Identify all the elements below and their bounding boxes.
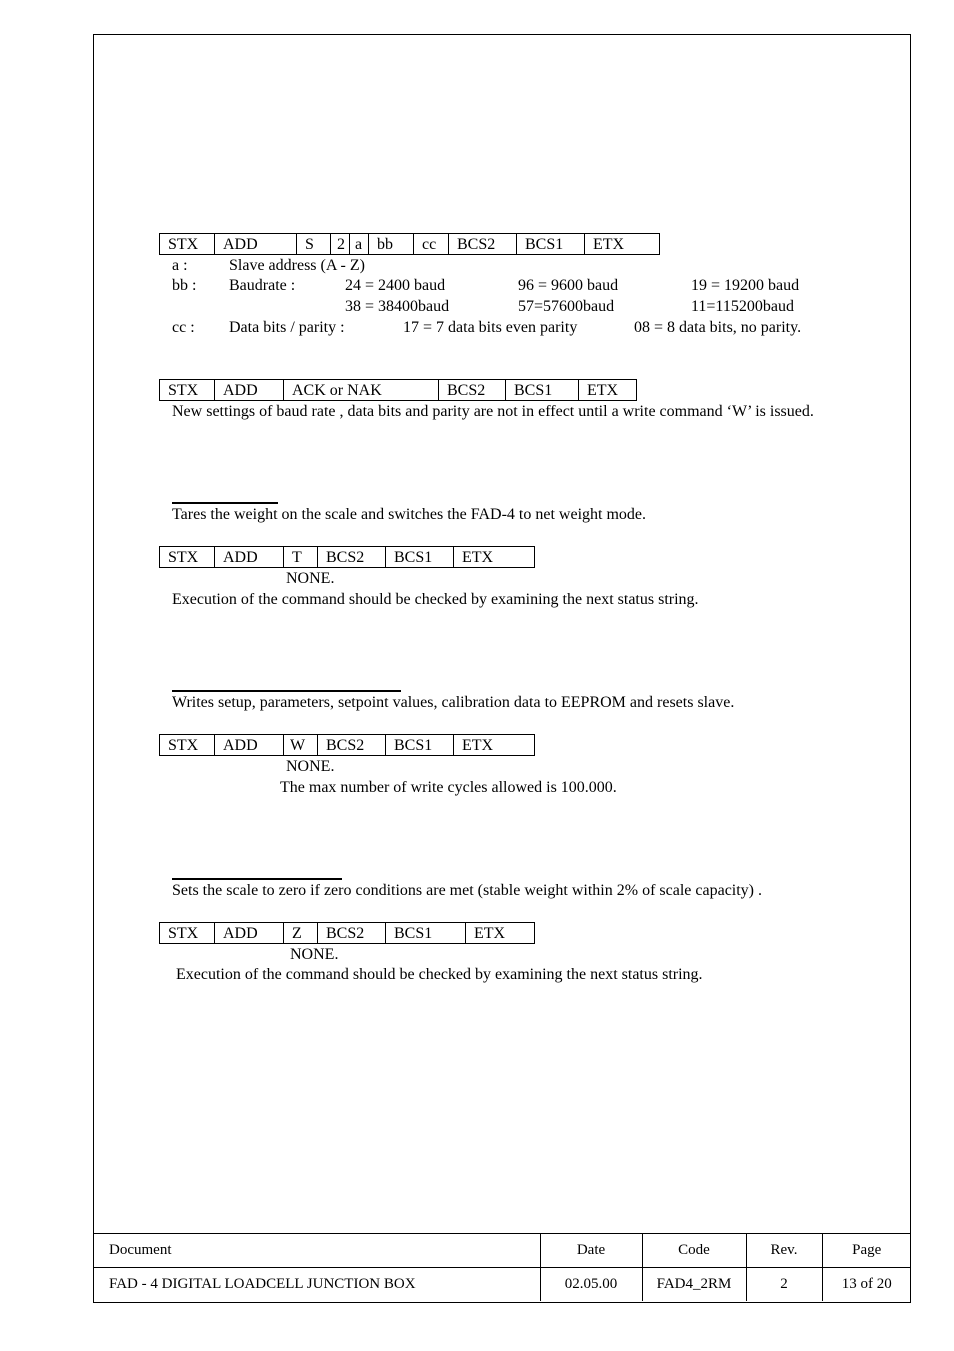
frame-cell: STX <box>160 380 215 401</box>
command-z-reply: NONE. <box>290 946 339 963</box>
frame-cell: ETX <box>579 380 637 401</box>
frame-cell: STX <box>160 923 215 944</box>
frame-cell: BCS2 <box>439 380 506 401</box>
frame-cell: ETX <box>454 735 535 756</box>
footer-header-page: Page <box>822 1234 911 1268</box>
parity-option: 08 = 8 data bits, no parity. <box>634 319 802 336</box>
footer-rev: 2 <box>746 1268 822 1302</box>
frame-cell: BCS1 <box>506 380 579 401</box>
frame-cell: S <box>297 234 331 255</box>
frame-cell: STX <box>160 735 215 756</box>
footer-header-date: Date <box>540 1234 642 1268</box>
frame-cell: ADD <box>215 547 284 568</box>
frame-cell: BCS2 <box>318 923 386 944</box>
footer-document-title: FAD - 4 DIGITAL LOADCELL JUNCTION BOX <box>109 1276 416 1292</box>
reply-s-frame <box>159 379 637 401</box>
frame-cell: ETX <box>466 923 535 944</box>
frame-cell: BCS1 <box>386 923 466 944</box>
baud-option: 19 = 19200 baud <box>691 277 800 294</box>
footer-header-rev: Rev. <box>746 1234 822 1268</box>
baud-option: 96 = 9600 baud <box>518 277 619 294</box>
frame-cell: BCS1 <box>517 234 585 255</box>
frame-cell: cc <box>414 234 449 255</box>
footer-date: 02.05.00 <box>540 1268 642 1302</box>
command-t-note: Execution of the command should be checked by examining the next status string. <box>172 591 699 608</box>
frame-cell: 2 <box>331 234 350 255</box>
frame-cell: ADD <box>215 380 284 401</box>
param-a-desc: Slave address (A - Z) <box>229 257 365 274</box>
section-heading-rule <box>172 878 342 880</box>
frame-cell: STX <box>160 547 215 568</box>
param-bb-key: bb : <box>172 277 197 294</box>
command-t-description: Tares the weight on the scale and switches the FAD-4 to net weight mode. <box>172 506 647 523</box>
command-z-frame <box>159 922 535 944</box>
footer-code: FAD4_2RM <box>642 1268 746 1302</box>
frame-cell: Z <box>284 923 318 944</box>
parity-option: 17 = 7 data bits even parity <box>403 319 578 336</box>
footer-header-code: Code <box>642 1234 746 1268</box>
reply-s-note: New settings of baud rate , data bits and parity are not in effect until a write command ‘W’ is issued. <box>172 403 814 420</box>
frame-cell: ETX <box>454 547 535 568</box>
param-cc-key: cc : <box>172 319 195 336</box>
command-w-description: Writes setup, parameters, setpoint values, calibration data to EEPROM and resets slave. <box>172 694 735 711</box>
param-a-key: a : <box>172 257 188 274</box>
frame-cell: ADD <box>215 735 284 756</box>
frame-cell: W <box>284 735 318 756</box>
frame-cell: BCS2 <box>318 735 386 756</box>
frame-cell: BCS2 <box>318 547 386 568</box>
command-w-reply: NONE. <box>286 758 335 775</box>
footer-page-number: 13 of 20 <box>822 1268 911 1302</box>
frame-cell: ADD <box>215 923 284 944</box>
frame-cell: ADD <box>215 234 297 255</box>
footer-header-document: Document <box>93 1234 540 1268</box>
command-w-note: The max number of write cycles allowed is 100.000. <box>280 779 617 796</box>
page-frame <box>93 34 911 1303</box>
frame-cell: ETX <box>585 234 660 255</box>
frame-cell: bb <box>369 234 414 255</box>
frame-cell: a <box>350 234 369 255</box>
param-bb-label: Baudrate : <box>229 277 296 294</box>
command-s-frame <box>159 233 660 255</box>
command-t-frame <box>159 546 535 568</box>
param-cc-label: Data bits / parity : <box>229 319 345 336</box>
baud-option: 11=115200baud <box>691 298 794 315</box>
frame-cell: ACK or NAK <box>284 380 439 401</box>
command-t-reply: NONE. <box>286 570 335 587</box>
command-w-frame <box>159 734 535 756</box>
frame-cell: STX <box>160 234 215 255</box>
frame-cell: BCS1 <box>386 547 454 568</box>
section-heading-rule <box>172 690 401 692</box>
frame-cell: T <box>284 547 318 568</box>
command-z-note: Execution of the command should be checked by examining the next status string. <box>172 966 703 983</box>
command-z-description: Sets the scale to zero if zero conditions are met (stable weight within 2% of scale capacity) . <box>172 882 763 899</box>
section-heading-rule <box>172 502 278 504</box>
frame-cell: BCS1 <box>386 735 454 756</box>
baud-option: 57=57600baud <box>518 298 615 315</box>
frame-cell: BCS2 <box>449 234 517 255</box>
baud-option: 38 = 38400baud <box>345 298 450 315</box>
baud-option: 24 = 2400 baud <box>345 277 446 294</box>
document-footer <box>93 1233 911 1301</box>
